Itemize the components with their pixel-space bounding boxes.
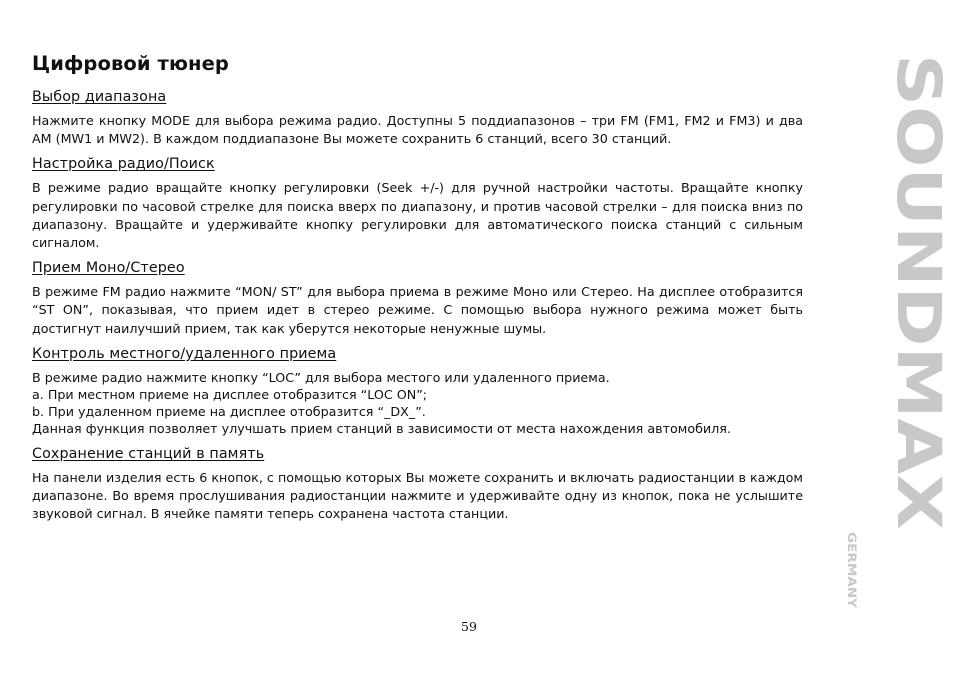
manual-page-content: [32, 52, 803, 531]
section-text: На панели изделия есть 6 кнопок, с помощью которых Вы можете сохранить и включать радиостанции в каждом диапазоне. Во время прослушивания радиостанции нажмите и удерживайте одну из кнопок, пока не услышите звуковой сигнал. В ячейке памяти теперь сохранена частота станции.: [32, 469, 803, 522]
section-text: Нажмите кнопку MODE для выбора режима радио. Доступны 5 поддиапазонов – три FM (FM1, FM2 и FM3) и два AM (MW1 и MW2). В каждом поддиапазоне Вы можете сохранить 6 станций, всего 30 станций.: [32, 113, 803, 147]
section-local-distance: [32, 346, 803, 438]
section-radio-tuning: [32, 156, 803, 252]
section-mono-stereo: [32, 260, 803, 338]
section-station-memory: [32, 446, 803, 524]
logo-subtext: GERMANY: [845, 532, 859, 597]
section-line: b. При удаленном приеме на дисплее отобразится “_DX_”.: [32, 404, 426, 420]
section-heading: Сохранение станций в память: [32, 445, 265, 462]
section-text: В режиме радио вращайте кнопку регулировки (Seek +/-) для ручной настройки частоты. Вращайте кнопку регулировки по часовой стрелке для поиска вверх по диапазону, и против часовой стрелки – для поиска вниз по диапазону. Вращайте и удерживайте кнопку регулировки для автоматического поиска станций с сильным сигналом.: [32, 180, 803, 251]
section-line: Данная функция позволяет улучшать прием станций в зависимости от места нахождения автомобиля.: [32, 421, 731, 437]
soundmax-logo: [841, 52, 954, 612]
section-text: В режиме FM радио нажмите “MON/ ST” для выбора приема в режиме Моно или Стерео. На дисплее отобразится “ST ON”, показывая, что прием идет в стерео режиме. С помощью выбора нужного режима может быть достигнут наилучший прием, так как уберутся некоторые ненужные шумы.: [32, 284, 803, 336]
section-line: В режиме радио нажмите кнопку “LOC” для выбора местого или удаленного приема.: [32, 369, 610, 385]
page-title: Цифровой тюнер: [32, 52, 229, 75]
page-number: 59: [461, 619, 477, 634]
section-line: a. При местном приеме на дисплее отобразится “LOC ON”;: [32, 387, 428, 403]
section-heading: Контроль местного/удаленного приема: [32, 345, 337, 362]
section-heading: Настройка радио/Поиск: [32, 156, 215, 173]
section-heading: Прием Моно/Стерео: [32, 260, 185, 277]
logo-wordmark: SOUNDMAX: [883, 54, 954, 456]
section-band-selection: [32, 89, 803, 148]
section-heading: Выбор диапазона: [32, 89, 167, 105]
